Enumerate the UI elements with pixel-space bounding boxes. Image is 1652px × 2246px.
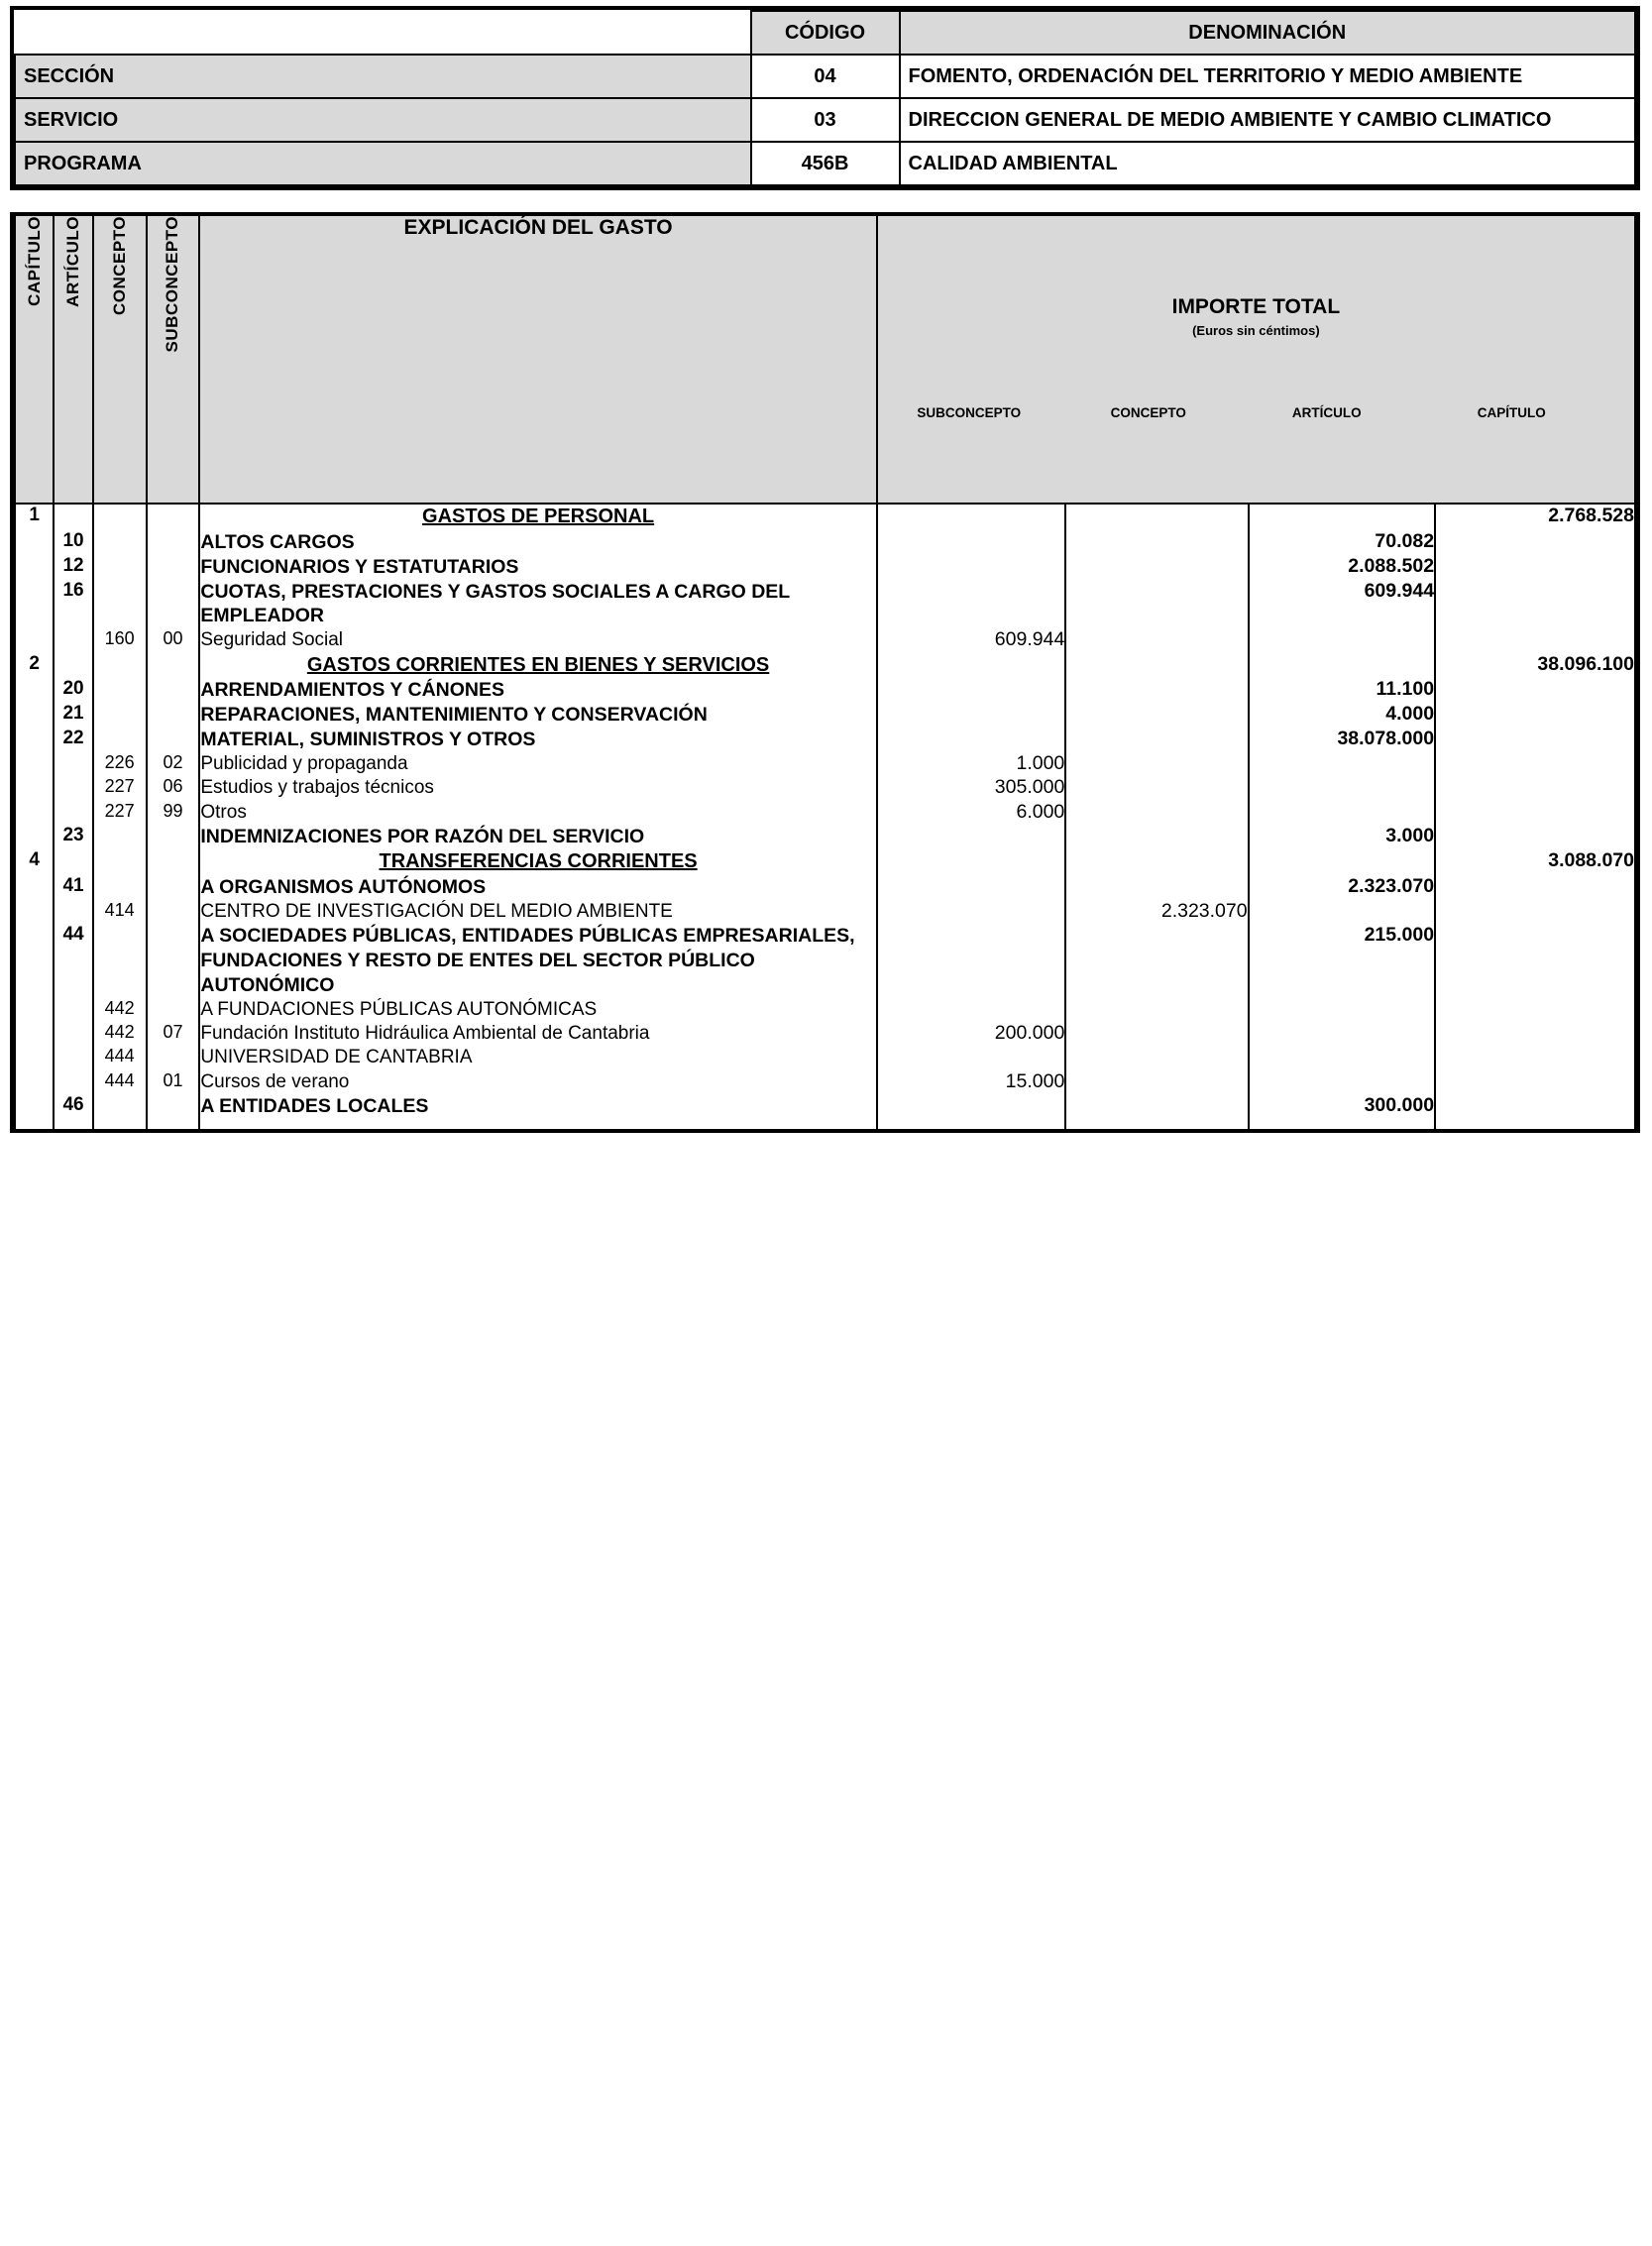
col-header-concepto [93, 216, 147, 504]
cell-importe-subconcepto [877, 653, 1066, 679]
cell-importe-capitulo [1435, 1094, 1635, 1119]
cell-importe-articulo [1249, 504, 1435, 530]
cell-subconcepto [147, 900, 200, 924]
cell-subconcepto [147, 653, 200, 679]
cell-capitulo [15, 900, 54, 924]
cell-importe-articulo [1249, 801, 1435, 825]
table-row [15, 1070, 1635, 1094]
cell-articulo: 44 [54, 924, 92, 998]
cell-importe-concepto [1065, 752, 1248, 776]
importe-col-capitulo: CAPÍTULO [1477, 405, 1546, 420]
cell-capitulo [15, 580, 54, 629]
cell-concepto: 227 [93, 801, 147, 825]
cell-explicacion: CENTRO DE INVESTIGACIÓN DEL MEDIO AMBIENTE [199, 900, 876, 924]
cell-importe-subconcepto: 1.000 [877, 752, 1066, 776]
cell-importe-capitulo: 38.096.100 [1435, 653, 1635, 679]
cell-articulo [54, 900, 92, 924]
cell-concepto: 442 [93, 1022, 147, 1046]
cell-explicacion: CUOTAS, PRESTACIONES Y GASTOS SOCIALES A CARGO DEL EMPLEADOR [199, 580, 876, 629]
cell-importe-subconcepto [877, 530, 1066, 555]
cell-capitulo [15, 530, 54, 555]
cell-importe-articulo: 2.323.070 [1249, 875, 1435, 900]
spacer-cell [1065, 1119, 1248, 1129]
cell-importe-concepto [1065, 504, 1248, 530]
cell-concepto [93, 653, 147, 679]
cell-importe-articulo: 609.944 [1249, 580, 1435, 629]
cell-explicacion: A ENTIDADES LOCALES [199, 1094, 876, 1119]
cell-explicacion: ARRENDAMIENTOS Y CÁNONES [199, 678, 876, 703]
cell-subconcepto [147, 924, 200, 998]
table-row [15, 875, 1635, 900]
cell-importe-articulo [1249, 628, 1435, 652]
cell-importe-concepto [1065, 849, 1248, 875]
cell-subconcepto [147, 1046, 200, 1069]
cell-importe-articulo: 70.082 [1249, 530, 1435, 555]
cell-importe-capitulo [1435, 998, 1635, 1022]
cell-importe-subconcepto [877, 849, 1066, 875]
header-denominacion-title: DENOMINACIÓN [900, 11, 1636, 55]
cell-explicacion: UNIVERSIDAD DE CANTABRIA [199, 1046, 876, 1069]
cell-importe-articulo [1249, 752, 1435, 776]
cell-importe-subconcepto: 609.944 [877, 628, 1066, 652]
cell-importe-subconcepto [877, 504, 1066, 530]
cell-importe-subconcepto [877, 875, 1066, 900]
cell-importe-concepto [1065, 530, 1248, 555]
cell-concepto [93, 703, 147, 728]
cell-explicacion: Estudios y trabajos técnicos [199, 776, 876, 800]
spacer-cell [54, 1119, 92, 1129]
cell-articulo [54, 653, 92, 679]
importe-subcolumn-labels [878, 405, 1634, 430]
col-header-capitulo [15, 216, 54, 504]
table-row [15, 776, 1635, 800]
cell-importe-subconcepto [877, 580, 1066, 629]
expense-table-header-row [15, 216, 1635, 504]
col-header-concepto-label: CONCEPTO [109, 216, 129, 316]
cell-explicacion: Seguridad Social [199, 628, 876, 652]
cell-importe-subconcepto [877, 678, 1066, 703]
cell-articulo: 16 [54, 580, 92, 629]
cell-articulo [54, 801, 92, 825]
cell-concepto: 444 [93, 1046, 147, 1069]
importe-col-concepto: CONCEPTO [1110, 405, 1186, 420]
cell-subconcepto [147, 580, 200, 629]
table-row [15, 849, 1635, 875]
cell-subconcepto: 06 [147, 776, 200, 800]
table-row [15, 555, 1635, 580]
explicacion-text: TRANSFERENCIAS CORRIENTES [379, 850, 698, 873]
header-row-programa [15, 142, 1635, 185]
cell-capitulo: 4 [15, 849, 54, 875]
cell-subconcepto: 02 [147, 752, 200, 776]
cell-articulo [54, 1070, 92, 1094]
cell-concepto: 442 [93, 998, 147, 1022]
header-code-servicio: 03 [751, 98, 900, 142]
header-name-programa: CALIDAD AMBIENTAL [900, 142, 1636, 185]
expense-table [14, 216, 1636, 1129]
cell-explicacion: FUNCIONARIOS Y ESTATUTARIOS [199, 555, 876, 580]
cell-importe-capitulo [1435, 678, 1635, 703]
cell-articulo: 21 [54, 703, 92, 728]
cell-concepto [93, 530, 147, 555]
cell-capitulo [15, 1046, 54, 1069]
cell-explicacion: REPARACIONES, MANTENIMIENTO Y CONSERVACIÓN [199, 703, 876, 728]
col-header-subconcepto [147, 216, 200, 504]
cell-importe-articulo [1249, 1070, 1435, 1094]
cell-importe-concepto [1065, 555, 1248, 580]
cell-importe-capitulo: 2.768.528 [1435, 504, 1635, 530]
cell-importe-subconcepto [877, 703, 1066, 728]
cell-articulo [54, 998, 92, 1022]
cell-subconcepto [147, 849, 200, 875]
col-header-articulo [54, 216, 92, 504]
cell-subconcepto: 07 [147, 1022, 200, 1046]
table-row [15, 504, 1635, 530]
cell-importe-articulo [1249, 1022, 1435, 1046]
cell-importe-concepto [1065, 1070, 1248, 1094]
cell-importe-articulo: 215.000 [1249, 924, 1435, 998]
cell-concepto [93, 504, 147, 530]
cell-importe-articulo [1249, 653, 1435, 679]
header-table-wrapper [10, 6, 1640, 190]
table-row [15, 924, 1635, 998]
cell-importe-articulo: 3.000 [1249, 825, 1435, 849]
header-name-servicio: DIRECCION GENERAL DE MEDIO AMBIENTE Y CAMBIO CLIMATICO [900, 98, 1636, 142]
cell-explicacion: ALTOS CARGOS [199, 530, 876, 555]
cell-importe-concepto [1065, 653, 1248, 679]
cell-importe-capitulo [1435, 1070, 1635, 1094]
cell-capitulo [15, 998, 54, 1022]
cell-importe-capitulo [1435, 580, 1635, 629]
cell-articulo [54, 849, 92, 875]
cell-importe-concepto [1065, 776, 1248, 800]
header-code-programa: 456B [751, 142, 900, 185]
cell-subconcepto [147, 678, 200, 703]
cell-importe-capitulo [1435, 703, 1635, 728]
cell-capitulo [15, 752, 54, 776]
cell-explicacion: A SOCIEDADES PÚBLICAS, ENTIDADES PÚBLICAS EMPRESARIALES, FUNDACIONES Y RESTO DE ENTES DEL SECTOR PÚBLICO AUTONÓMICO [199, 924, 876, 998]
cell-articulo [54, 752, 92, 776]
header-name-seccion: FOMENTO, ORDENACIÓN DEL TERRITORIO Y MEDIO AMBIENTE [900, 55, 1636, 98]
importe-col-articulo: ARTÍCULO [1291, 405, 1362, 420]
cell-importe-capitulo [1435, 752, 1635, 776]
header-column-titles-row [15, 11, 1635, 55]
cell-capitulo [15, 875, 54, 900]
cell-concepto [93, 849, 147, 875]
cell-importe-subconcepto: 200.000 [877, 1022, 1066, 1046]
cell-concepto [93, 555, 147, 580]
cell-importe-capitulo [1435, 530, 1635, 555]
cell-importe-articulo [1249, 998, 1435, 1022]
cell-importe-concepto [1065, 1046, 1248, 1069]
cell-capitulo [15, 628, 54, 652]
cell-importe-articulo [1249, 900, 1435, 924]
cell-subconcepto: 00 [147, 628, 200, 652]
cell-importe-capitulo [1435, 1046, 1635, 1069]
cell-importe-articulo: 38.078.000 [1249, 728, 1435, 752]
cell-importe-capitulo [1435, 801, 1635, 825]
cell-capitulo [15, 678, 54, 703]
cell-importe-capitulo [1435, 628, 1635, 652]
header-row-seccion [15, 55, 1635, 98]
spacer-cell [1435, 1119, 1635, 1129]
cell-capitulo [15, 801, 54, 825]
cell-importe-articulo [1249, 849, 1435, 875]
cell-articulo [54, 776, 92, 800]
cell-concepto: 414 [93, 900, 147, 924]
cell-concepto [93, 678, 147, 703]
cell-importe-capitulo [1435, 728, 1635, 752]
cell-importe-concepto [1065, 1094, 1248, 1119]
cell-importe-capitulo [1435, 900, 1635, 924]
spacer-cell [1249, 1119, 1435, 1129]
header-row-servicio [15, 98, 1635, 142]
cell-importe-articulo: 300.000 [1249, 1094, 1435, 1119]
cell-importe-subconcepto [877, 900, 1066, 924]
cell-subconcepto [147, 530, 200, 555]
importe-col-subconcepto: SUBCONCEPTO [917, 405, 1022, 420]
cell-importe-concepto [1065, 924, 1248, 998]
cell-subconcepto [147, 875, 200, 900]
table-row [15, 628, 1635, 652]
cell-concepto: 227 [93, 776, 147, 800]
spacer-cell [877, 1119, 1066, 1129]
cell-importe-articulo [1249, 776, 1435, 800]
cell-explicacion: Otros [199, 801, 876, 825]
cell-importe-capitulo [1435, 555, 1635, 580]
cell-subconcepto [147, 825, 200, 849]
cell-explicacion: A ORGANISMOS AUTÓNOMOS [199, 875, 876, 900]
cell-capitulo [15, 825, 54, 849]
cell-explicacion [199, 849, 876, 875]
header-empty-corner [15, 11, 751, 55]
importe-total-title: IMPORTE TOTAL [1171, 295, 1341, 318]
spacer-cell [15, 1119, 54, 1129]
cell-subconcepto [147, 703, 200, 728]
cell-concepto [93, 924, 147, 998]
table-row [15, 703, 1635, 728]
cell-subconcepto [147, 1094, 200, 1119]
cell-concepto [93, 728, 147, 752]
cell-importe-subconcepto [877, 1046, 1066, 1069]
table-row [15, 580, 1635, 629]
col-header-subconcepto-label: SUBCONCEPTO [163, 216, 182, 353]
cell-capitulo: 1 [15, 504, 54, 530]
cell-subconcepto: 01 [147, 1070, 200, 1094]
cell-importe-subconcepto [877, 825, 1066, 849]
cell-articulo: 22 [54, 728, 92, 752]
cell-importe-capitulo [1435, 1022, 1635, 1046]
cell-concepto: 444 [93, 1070, 147, 1094]
col-header-capitulo-label: CAPÍTULO [24, 216, 44, 306]
cell-subconcepto [147, 504, 200, 530]
cell-articulo: 41 [54, 875, 92, 900]
cell-subconcepto [147, 728, 200, 752]
table-row [15, 801, 1635, 825]
cell-importe-subconcepto [877, 998, 1066, 1022]
cell-importe-articulo: 11.100 [1249, 678, 1435, 703]
cell-articulo: 23 [54, 825, 92, 849]
cell-explicacion [199, 504, 876, 530]
cell-explicacion [199, 653, 876, 679]
cell-capitulo [15, 555, 54, 580]
table-row [15, 900, 1635, 924]
cell-articulo [54, 504, 92, 530]
table-row [15, 653, 1635, 679]
spacer-cell [147, 1119, 200, 1129]
cell-importe-subconcepto [877, 1094, 1066, 1119]
cell-importe-capitulo: 3.088.070 [1435, 849, 1635, 875]
header-table [14, 10, 1636, 186]
cell-capitulo: 2 [15, 653, 54, 679]
spacer-cell [93, 1119, 147, 1129]
cell-articulo: 10 [54, 530, 92, 555]
cell-articulo [54, 1022, 92, 1046]
cell-importe-concepto [1065, 998, 1248, 1022]
cell-importe-concepto [1065, 678, 1248, 703]
table-row [15, 728, 1635, 752]
cell-capitulo [15, 703, 54, 728]
cell-importe-concepto [1065, 875, 1248, 900]
cell-importe-subconcepto: 305.000 [877, 776, 1066, 800]
cell-explicacion: MATERIAL, SUMINISTROS Y OTROS [199, 728, 876, 752]
cell-subconcepto [147, 555, 200, 580]
table-row [15, 1046, 1635, 1069]
table-row [15, 530, 1635, 555]
header-label-servicio: SERVICIO [15, 98, 751, 142]
cell-importe-subconcepto: 15.000 [877, 1070, 1066, 1094]
cell-importe-capitulo [1435, 924, 1635, 998]
cell-importe-concepto [1065, 580, 1248, 629]
table-row [15, 752, 1635, 776]
cell-importe-capitulo [1435, 875, 1635, 900]
cell-importe-articulo: 4.000 [1249, 703, 1435, 728]
cell-importe-capitulo [1435, 825, 1635, 849]
cell-importe-concepto [1065, 728, 1248, 752]
cell-importe-articulo [1249, 1046, 1435, 1069]
cell-importe-concepto [1065, 703, 1248, 728]
cell-importe-subconcepto [877, 924, 1066, 998]
cell-explicacion: A FUNDACIONES PÚBLICAS AUTONÓMICAS [199, 998, 876, 1022]
table-row [15, 1094, 1635, 1119]
cell-concepto [93, 580, 147, 629]
header-codigo-title: CÓDIGO [751, 11, 900, 55]
cell-explicacion: INDEMNIZACIONES POR RAZÓN DEL SERVICIO [199, 825, 876, 849]
header-label-programa: PROGRAMA [15, 142, 751, 185]
cell-importe-concepto [1065, 1022, 1248, 1046]
table-row [15, 678, 1635, 703]
col-header-articulo-label: ARTÍCULO [63, 216, 83, 307]
cell-capitulo [15, 924, 54, 998]
cell-importe-concepto [1065, 825, 1248, 849]
cell-capitulo [15, 1070, 54, 1094]
cell-importe-articulo: 2.088.502 [1249, 555, 1435, 580]
cell-importe-capitulo [1435, 776, 1635, 800]
cell-subconcepto [147, 998, 200, 1022]
cell-capitulo [15, 1094, 54, 1119]
explicacion-text: GASTOS CORRIENTES EN BIENES Y SERVICIOS [306, 653, 770, 676]
cell-importe-subconcepto [877, 555, 1066, 580]
col-header-importe-total [877, 216, 1635, 504]
cell-capitulo [15, 1022, 54, 1046]
cell-concepto: 226 [93, 752, 147, 776]
table-row [15, 1022, 1635, 1046]
cell-capitulo [15, 728, 54, 752]
cell-concepto: 160 [93, 628, 147, 652]
cell-importe-subconcepto: 6.000 [877, 801, 1066, 825]
importe-total-subtitle: (Euros sin céntimos) [1192, 323, 1320, 338]
table-row [15, 998, 1635, 1022]
cell-concepto [93, 825, 147, 849]
cell-articulo: 46 [54, 1094, 92, 1119]
explicacion-text: GASTOS DE PERSONAL [422, 505, 655, 527]
table-bottom-spacer [15, 1119, 1635, 1129]
cell-explicacion: Publicidad y propaganda [199, 752, 876, 776]
cell-importe-subconcepto [877, 728, 1066, 752]
cell-articulo [54, 628, 92, 652]
cell-importe-concepto: 2.323.070 [1065, 900, 1248, 924]
cell-explicacion: Fundación Instituto Hidráulica Ambiental de Cantabria [199, 1022, 876, 1046]
cell-concepto [93, 875, 147, 900]
cell-concepto [93, 1094, 147, 1119]
header-label-seccion: SECCIÓN [15, 55, 751, 98]
cell-importe-concepto [1065, 801, 1248, 825]
spacer-cell [199, 1119, 876, 1129]
cell-explicacion: Cursos de verano [199, 1070, 876, 1094]
cell-articulo [54, 1046, 92, 1069]
cell-capitulo [15, 776, 54, 800]
table-row [15, 825, 1635, 849]
cell-articulo: 20 [54, 678, 92, 703]
col-header-explicacion: EXPLICACIÓN DEL GASTO [199, 216, 876, 504]
cell-importe-concepto [1065, 628, 1248, 652]
expense-table-wrapper [10, 212, 1640, 1133]
header-code-seccion: 04 [751, 55, 900, 98]
cell-articulo: 12 [54, 555, 92, 580]
cell-subconcepto: 99 [147, 801, 200, 825]
